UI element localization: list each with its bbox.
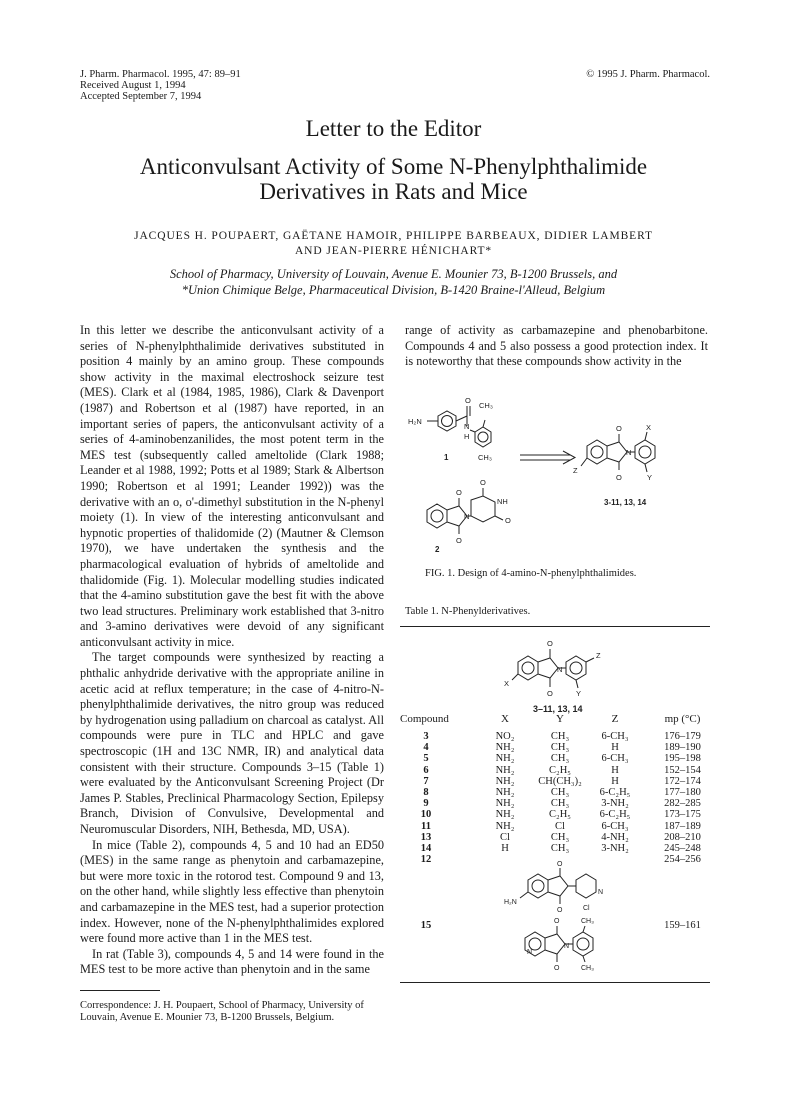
table-cell: 13 bbox=[420, 831, 432, 843]
fig-n-1: N bbox=[464, 422, 470, 431]
fig-o-7: O bbox=[456, 536, 462, 545]
c12-o-bottom: O bbox=[557, 907, 563, 914]
tbl-structure-label: 3–11, 13, 14 bbox=[533, 704, 583, 714]
compound-15-mp: 159–161 bbox=[664, 920, 701, 931]
table-top-rule bbox=[400, 626, 710, 627]
col-x: X bbox=[501, 713, 509, 725]
fig-o-6: O bbox=[505, 516, 511, 525]
table-row bbox=[400, 809, 710, 820]
table-row bbox=[400, 832, 710, 843]
fig-n-2: N bbox=[626, 448, 632, 457]
table-cell: 6 bbox=[423, 764, 429, 776]
table-cell: NH₂ bbox=[495, 764, 515, 776]
fig-label-2: 2 bbox=[435, 545, 440, 554]
table-cell: NO₂ bbox=[495, 731, 515, 742]
table-cell: 208–210 bbox=[664, 831, 701, 843]
right-column bbox=[405, 323, 708, 370]
table-cell: H bbox=[611, 775, 619, 787]
table-cell: CH(CH₃)₂ bbox=[538, 775, 582, 787]
fig-y: Y bbox=[647, 473, 653, 482]
copyright: © 1995 J. Pharm. Pharmacol. bbox=[586, 69, 710, 80]
table-header-row bbox=[400, 714, 710, 727]
compound-15-structure bbox=[515, 914, 625, 972]
fig-o-4: O bbox=[456, 488, 462, 497]
c15-o-bottom: O bbox=[554, 965, 560, 972]
table-cell: 10 bbox=[420, 809, 432, 821]
table-cell: 282–285 bbox=[664, 798, 701, 810]
table-cell: 5 bbox=[423, 753, 429, 765]
fig-h2n-ameltolide: H₂N bbox=[408, 417, 422, 426]
fig-nh: NH bbox=[497, 497, 508, 506]
table-cell: NH₂ bbox=[495, 809, 515, 821]
table-cell: 14 bbox=[420, 843, 432, 854]
table-cell: 7 bbox=[423, 775, 429, 787]
table-cell: NH₂ bbox=[495, 787, 515, 798]
fig-o-5: O bbox=[480, 478, 486, 487]
table-cell: 187–189 bbox=[664, 820, 701, 832]
paper-title-line1: Anticonvulsant Activity of Some N-Phenylphthalimide bbox=[139, 154, 648, 179]
footnote-rule bbox=[80, 990, 160, 991]
fig-ch3-2: CH₃ bbox=[478, 453, 492, 462]
c15-n: N bbox=[564, 943, 570, 950]
col-mp: mp (°C) bbox=[664, 713, 701, 725]
affiliation-line2: *Union Chimique Belge, Pharmaceutical Division, B-1420 Braine-l'Alleud, Belgium bbox=[181, 283, 606, 297]
table-cell: NH₂ bbox=[495, 753, 515, 765]
table-cell: CH₃ bbox=[550, 798, 570, 810]
authors-line1: JACQUES H. POUPAERT, GAËTANE HAMOIR, PHILIPPE BARBEAUX, DIDIER LAMBERT bbox=[134, 230, 653, 242]
received-date: Received August 1, 1994 bbox=[80, 80, 186, 91]
paragraph-mice: In mice (Table 2), compounds 4, 5 and 10 had an ED50 (MES) in the same range as phenytoin and carbamazepine, but were more toxic in the rotorod test. Compound 9 and 13, on the other hand, while slightly less effective than phenytoin and carbamazepine in the MES test, had a superior protection index. However, none of the N-phenylphthalimides explored were found more active than 1 in the MES test. bbox=[80, 837, 384, 946]
table-cell: 173–175 bbox=[664, 809, 701, 821]
table-cell: CH₃ bbox=[550, 742, 570, 754]
paper-title-line2: Derivatives in Rats and Mice bbox=[259, 179, 528, 204]
section-heading: Letter to the Editor bbox=[305, 116, 482, 141]
table-row bbox=[400, 787, 710, 798]
table-row bbox=[400, 753, 710, 764]
table-cell: 195–198 bbox=[664, 753, 701, 765]
table-cell: H bbox=[611, 764, 619, 776]
fig-z: Z bbox=[573, 466, 578, 475]
c12-h2n: H₂N bbox=[504, 899, 517, 906]
journal-citation: J. Pharm. Pharmacol. 1995, 47: 89–91 bbox=[80, 69, 241, 80]
table-cell: 6-C₂H₅ bbox=[599, 809, 631, 821]
table-cell: CH₃ bbox=[550, 753, 570, 765]
table-cell: 245–248 bbox=[664, 843, 701, 854]
c15-ch3-bottom: CH₃ bbox=[581, 965, 594, 972]
table-cell: C₂H₅ bbox=[549, 809, 571, 821]
c15-n-ring: N bbox=[527, 949, 533, 956]
table-cell: 176–179 bbox=[664, 731, 701, 742]
figure-1-caption: FIG. 1. Design of 4-amino-N-phenylphthalimides. bbox=[425, 568, 637, 579]
table-row bbox=[400, 731, 710, 742]
table-cell: H bbox=[611, 742, 619, 754]
table-cell: NH₂ bbox=[495, 775, 515, 787]
c12-o-top: O bbox=[557, 861, 563, 868]
fig-n-3: N bbox=[464, 512, 470, 521]
authors-line2: AND JEAN-PIERRE HÉNICHART* bbox=[294, 245, 493, 257]
table-cell: 12 bbox=[420, 854, 432, 866]
table-cell: Cl bbox=[500, 831, 510, 843]
table-cell: CH₃ bbox=[550, 787, 570, 798]
table-cell: 6-CH₃ bbox=[601, 731, 629, 742]
table-cell: 6-CH₃ bbox=[601, 753, 629, 765]
fig-label-1: 1 bbox=[444, 453, 449, 462]
paragraph-continued: range of activity as carbamazepine and phenobarbitone. Compounds 4 and 5 also possess a good protection index. It is noteworthy that these compounds show activity in the bbox=[405, 323, 708, 369]
table-cell: 8 bbox=[423, 787, 429, 798]
tbl-o-bottom: O bbox=[547, 689, 553, 698]
tbl-o-top: O bbox=[547, 639, 553, 648]
table-cell: 152–154 bbox=[664, 764, 701, 776]
table-cell: CH₃ bbox=[550, 831, 570, 843]
paragraph-intro: In this letter we describe the anticonvulsant activity of a series of N-phenylphthalimide derivatives substituted in position 4 mainly by an amino group. These compounds show activity in the maximal electroshock seizure test (MES). Clark et al (1984, 1985, 1986), Clark & Davenport (1987) and Robertson et al (1987) have reported, in an important series of papers, the anticonvulsant activity of a series of 4-aminobenzanilides, the most potent term in the MES test (subsequently called ameltolide (Clark 1988; Leander et al 1988, 1992; Potts et al 1989; Stark & Albertson 1990; Robertson et al 1991; Leander 1992)) was the derivative with an o, o'-dimethyl substitution in the N-phenyl moiety (1). In view of the interesting anticonvulsant and hypnotic properties of thalidomide (2) (Mautner & Clemson 1970), we have undertaken the synthesis and the pharmacological evaluation of hybrids of ameltolide and thalidomide (Fig. 1). Molecular modelling studies indicated that the 4-amino substitution gave the best fit with the above two lead structures. Preliminary work established that 3-nitro and 3-amino derivatives were devoid of any significant anticonvulsant activity in mice. bbox=[80, 323, 384, 649]
table-row bbox=[400, 798, 710, 809]
correspondence-note: Correspondence: J. H. Poupaert, School of Pharmacy, University of Louvain, Avenue E. Mounier 73, B-1200 Brussels, Belgium. bbox=[80, 1000, 364, 1023]
compound-15-id: 15 bbox=[420, 920, 432, 931]
table-row bbox=[400, 821, 710, 832]
fig-o-3: O bbox=[616, 473, 622, 482]
table-cell: CH₃ bbox=[550, 843, 570, 854]
c15-o-top: O bbox=[554, 918, 560, 925]
affiliation-line1: School of Pharmacy, University of Louvain, Avenue E. Mounier 73, B-1200 Brussels, and bbox=[169, 267, 618, 281]
tbl-x: X bbox=[504, 679, 510, 688]
c12-n: N bbox=[598, 889, 604, 896]
fig-h-1: H bbox=[464, 432, 470, 441]
table-bottom-rule bbox=[400, 982, 710, 983]
table-cell: 177–180 bbox=[664, 787, 701, 798]
paragraph-synthesis: The target compounds were synthesized by reacting a phthalic anhydride derivative with the appropriate aniline in acetic acid at reflux temperature; in the case of 4-nitro-N-phenylphthalimide derivatives, the nitro group was reduced by hydrogenation using palladium on charcoal as catalyst. All compounds were pure in TLC and HPLC and gave spectroscopic (1H and 13C NMR, IR) and analytical data consistent with their structure. Compounds 3–15 (Table 1) were evaluated by the Anticonvulsant Screening Project (Dr James P. Stables, Preclinical Pharmacology Section, Epilepsy Branch, Division of Convulsive, Developmental and Neuromuscular Disorders, NIH, Bethesda, MD, USA). bbox=[80, 650, 384, 836]
fig-label-products: 3-11, 13, 14 bbox=[604, 498, 647, 507]
table-cell: 11 bbox=[421, 820, 431, 832]
c12-cl: Cl bbox=[583, 905, 590, 912]
accepted-date: Accepted September 7, 1994 bbox=[80, 91, 202, 102]
tbl-z: Z bbox=[596, 651, 601, 660]
table-row bbox=[400, 742, 710, 753]
left-column bbox=[80, 323, 384, 978]
col-y: Y bbox=[556, 713, 564, 725]
table-cell: 3-NH₂ bbox=[601, 798, 629, 810]
fig-o-2: O bbox=[616, 424, 622, 433]
table-cell: NH₂ bbox=[495, 742, 515, 754]
table-1-caption: Table 1. N-Phenylderivatives. bbox=[405, 606, 531, 617]
compound-12-structure bbox=[500, 858, 630, 914]
tbl-y: Y bbox=[576, 689, 582, 698]
table-cell: 3 bbox=[423, 731, 429, 742]
figure-1-structures bbox=[405, 380, 708, 572]
col-z: Z bbox=[611, 713, 619, 725]
table-row bbox=[400, 765, 710, 776]
table-cell: CH₃ bbox=[550, 731, 570, 742]
table-cell: Cl bbox=[555, 820, 565, 832]
c15-ch3-top: CH₃ bbox=[581, 918, 594, 925]
col-compound: Compound bbox=[400, 713, 449, 725]
table-cell: 4 bbox=[423, 742, 429, 754]
table-cell: 4-NH₂ bbox=[601, 831, 629, 843]
fig-o-1: O bbox=[465, 396, 471, 405]
table-cell: 6-CH₃ bbox=[601, 820, 629, 832]
table-row bbox=[400, 776, 710, 787]
table-cell: 6-C₂H₅ bbox=[599, 787, 631, 798]
table-cell: C₂H₅ bbox=[549, 764, 571, 776]
table-cell: NH₂ bbox=[495, 798, 515, 810]
fig-x: X bbox=[646, 423, 652, 432]
table-cell: 172–174 bbox=[664, 775, 701, 787]
table-1-structure bbox=[500, 634, 680, 716]
table-cell: 189–190 bbox=[664, 742, 701, 754]
table-row bbox=[400, 843, 710, 854]
table-cell: 9 bbox=[423, 798, 429, 810]
table-cell: H bbox=[501, 843, 509, 854]
table-cell: NH₂ bbox=[495, 820, 515, 832]
tbl-n: N bbox=[557, 665, 563, 674]
table-cell: 254–256 bbox=[664, 854, 701, 866]
fig-ch3-1: CH₃ bbox=[479, 401, 493, 410]
paragraph-rat: In rat (Table 3), compounds 4, 5 and 14 were found in the MES test to be more active than phenytoin and in the same bbox=[80, 946, 384, 977]
table-cell: 3-NH₂ bbox=[601, 843, 629, 854]
